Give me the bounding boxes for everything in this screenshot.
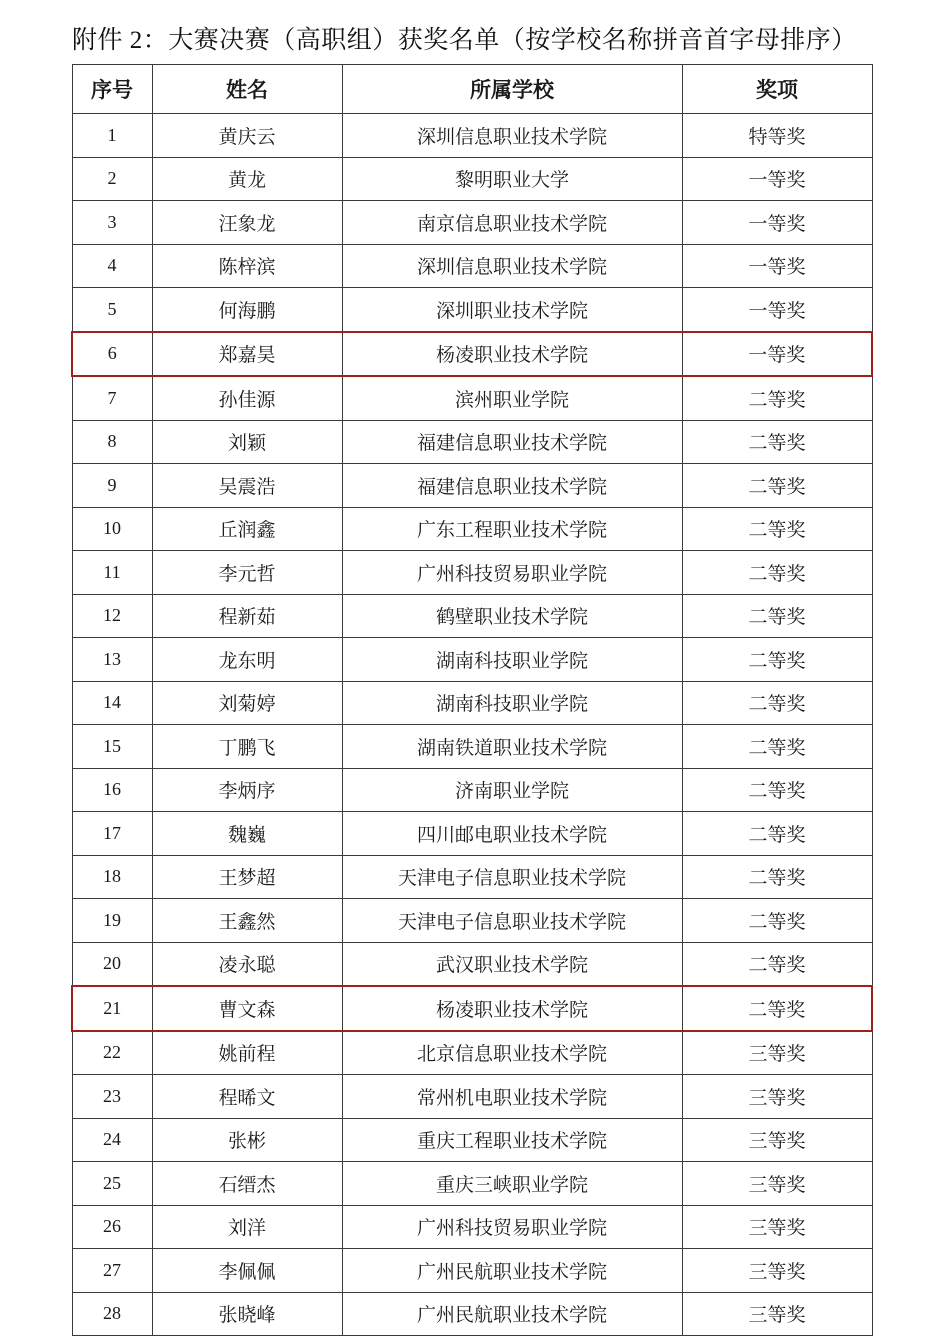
cell-index: 8: [72, 420, 152, 464]
cell-school: 南京信息职业技术学院: [342, 201, 682, 245]
table-row: [72, 157, 872, 201]
cell-award: 二等奖: [682, 420, 872, 464]
cell-school: 广州科技贸易职业学院: [342, 1205, 682, 1249]
cell-name: 何海鹏: [152, 288, 342, 332]
cell-index: 23: [72, 1075, 152, 1119]
table-row: [72, 244, 872, 288]
table-row: [72, 420, 872, 464]
table-row: [72, 507, 872, 551]
table-body: [72, 114, 872, 1336]
table-row: [72, 1292, 872, 1336]
column-header-award: 奖项: [682, 65, 872, 114]
cell-index: 10: [72, 507, 152, 551]
table-row: [72, 855, 872, 899]
table-row: [72, 376, 872, 420]
cell-award: 二等奖: [682, 942, 872, 986]
cell-award: 二等奖: [682, 899, 872, 943]
cell-index: 21: [72, 986, 152, 1031]
table-row: [72, 114, 872, 158]
cell-index: 17: [72, 812, 152, 856]
cell-school: 广州民航职业技术学院: [342, 1249, 682, 1293]
cell-award: 一等奖: [682, 332, 872, 377]
cell-index: 5: [72, 288, 152, 332]
cell-index: 13: [72, 638, 152, 682]
cell-index: 27: [72, 1249, 152, 1293]
cell-index: 7: [72, 376, 152, 420]
cell-index: 20: [72, 942, 152, 986]
cell-award: 二等奖: [682, 812, 872, 856]
table-row: [72, 1075, 872, 1119]
cell-school: 天津电子信息职业技术学院: [342, 899, 682, 943]
cell-name: 刘菊婷: [152, 681, 342, 725]
cell-name: 郑嘉昊: [152, 332, 342, 377]
cell-name: 陈梓滨: [152, 244, 342, 288]
cell-school: 济南职业学院: [342, 768, 682, 812]
cell-index: 22: [72, 1031, 152, 1075]
cell-award: 二等奖: [682, 551, 872, 595]
cell-school: 四川邮电职业技术学院: [342, 812, 682, 856]
table-row: [72, 1162, 872, 1206]
cell-index: 14: [72, 681, 152, 725]
cell-award: 二等奖: [682, 681, 872, 725]
cell-index: 18: [72, 855, 152, 899]
cell-index: 26: [72, 1205, 152, 1249]
column-header-index: 序号: [72, 65, 152, 114]
column-header-name: 姓名: [152, 65, 342, 114]
cell-award: 二等奖: [682, 638, 872, 682]
cell-index: 9: [72, 464, 152, 508]
cell-name: 孙佳源: [152, 376, 342, 420]
table-row: [72, 942, 872, 986]
cell-award: 二等奖: [682, 594, 872, 638]
table-row: [72, 1205, 872, 1249]
cell-award: 二等奖: [682, 507, 872, 551]
table-row: [72, 768, 872, 812]
cell-name: 石缙杰: [152, 1162, 342, 1206]
table-header-row: [72, 65, 872, 114]
cell-index: 15: [72, 725, 152, 769]
cell-award: 三等奖: [682, 1249, 872, 1293]
page-title: 附件 2：大赛决赛（高职组）获奖名单（按学校名称拼音首字母排序）: [72, 27, 857, 54]
cell-index: 11: [72, 551, 152, 595]
cell-award: 二等奖: [682, 768, 872, 812]
cell-name: 丁鹏飞: [152, 725, 342, 769]
cell-award: 三等奖: [682, 1031, 872, 1075]
table-row: [72, 899, 872, 943]
cell-school: 杨凌职业技术学院: [342, 986, 682, 1031]
cell-name: 李元哲: [152, 551, 342, 595]
cell-name: 吴震浩: [152, 464, 342, 508]
cell-school: 武汉职业技术学院: [342, 942, 682, 986]
cell-index: 4: [72, 244, 152, 288]
cell-index: 2: [72, 157, 152, 201]
table-row: [72, 1031, 872, 1075]
table-row: [72, 1118, 872, 1162]
cell-school: 鹤壁职业技术学院: [342, 594, 682, 638]
cell-index: 6: [72, 332, 152, 377]
table-header: [72, 65, 872, 114]
table-row: [72, 288, 872, 332]
cell-name: 刘洋: [152, 1205, 342, 1249]
cell-name: 刘颖: [152, 420, 342, 464]
cell-award: 一等奖: [682, 201, 872, 245]
table-row: [72, 638, 872, 682]
cell-award: 二等奖: [682, 464, 872, 508]
cell-name: 王鑫然: [152, 899, 342, 943]
cell-award: 二等奖: [682, 855, 872, 899]
cell-name: 丘润鑫: [152, 507, 342, 551]
cell-award: 三等奖: [682, 1205, 872, 1249]
cell-index: 3: [72, 201, 152, 245]
cell-name: 李炳序: [152, 768, 342, 812]
cell-school: 黎明职业大学: [342, 157, 682, 201]
table-row: [72, 725, 872, 769]
cell-school: 重庆工程职业技术学院: [342, 1118, 682, 1162]
cell-award: 特等奖: [682, 114, 872, 158]
cell-award: 二等奖: [682, 986, 872, 1031]
cell-school: 深圳信息职业技术学院: [342, 114, 682, 158]
table-row: [72, 681, 872, 725]
table-row: [72, 812, 872, 856]
cell-school: 常州机电职业技术学院: [342, 1075, 682, 1119]
cell-name: 黄庆云: [152, 114, 342, 158]
column-header-school: 所属学校: [342, 65, 682, 114]
cell-school: 深圳信息职业技术学院: [342, 244, 682, 288]
cell-name: 张晓峰: [152, 1292, 342, 1336]
cell-index: 12: [72, 594, 152, 638]
cell-index: 19: [72, 899, 152, 943]
cell-school: 湖南科技职业学院: [342, 638, 682, 682]
cell-award: 三等奖: [682, 1118, 872, 1162]
cell-award: 一等奖: [682, 157, 872, 201]
cell-name: 龙东明: [152, 638, 342, 682]
cell-name: 姚前程: [152, 1031, 342, 1075]
cell-school: 湖南铁道职业技术学院: [342, 725, 682, 769]
cell-school: 湖南科技职业学院: [342, 681, 682, 725]
cell-school: 重庆三峡职业学院: [342, 1162, 682, 1206]
cell-award: 二等奖: [682, 376, 872, 420]
cell-school: 广东工程职业技术学院: [342, 507, 682, 551]
cell-name: 李佩佩: [152, 1249, 342, 1293]
table-row: [72, 1249, 872, 1293]
cell-name: 程新茹: [152, 594, 342, 638]
cell-award: 二等奖: [682, 725, 872, 769]
cell-index: 25: [72, 1162, 152, 1206]
cell-name: 张彬: [152, 1118, 342, 1162]
table-row: [72, 986, 872, 1031]
cell-name: 曹文森: [152, 986, 342, 1031]
cell-award: 三等奖: [682, 1162, 872, 1206]
cell-index: 28: [72, 1292, 152, 1336]
cell-school: 福建信息职业技术学院: [342, 420, 682, 464]
table-row: [72, 464, 872, 508]
cell-index: 1: [72, 114, 152, 158]
cell-name: 汪象龙: [152, 201, 342, 245]
table-row: [72, 201, 872, 245]
cell-school: 滨州职业学院: [342, 376, 682, 420]
cell-award: 三等奖: [682, 1292, 872, 1336]
cell-index: 24: [72, 1118, 152, 1162]
cell-index: 16: [72, 768, 152, 812]
cell-name: 黄龙: [152, 157, 342, 201]
cell-name: 程晞文: [152, 1075, 342, 1119]
cell-school: 杨凌职业技术学院: [342, 332, 682, 377]
table-row: [72, 594, 872, 638]
table-row: [72, 551, 872, 595]
cell-school: 广州民航职业技术学院: [342, 1292, 682, 1336]
award-list-table: [71, 64, 873, 1336]
cell-award: 三等奖: [682, 1075, 872, 1119]
cell-school: 天津电子信息职业技术学院: [342, 855, 682, 899]
cell-award: 一等奖: [682, 244, 872, 288]
cell-name: 凌永聪: [152, 942, 342, 986]
cell-school: 深圳职业技术学院: [342, 288, 682, 332]
cell-school: 北京信息职业技术学院: [342, 1031, 682, 1075]
cell-name: 魏巍: [152, 812, 342, 856]
table-row: [72, 332, 872, 377]
cell-award: 一等奖: [682, 288, 872, 332]
cell-name: 王梦超: [152, 855, 342, 899]
cell-school: 广州科技贸易职业学院: [342, 551, 682, 595]
cell-school: 福建信息职业技术学院: [342, 464, 682, 508]
